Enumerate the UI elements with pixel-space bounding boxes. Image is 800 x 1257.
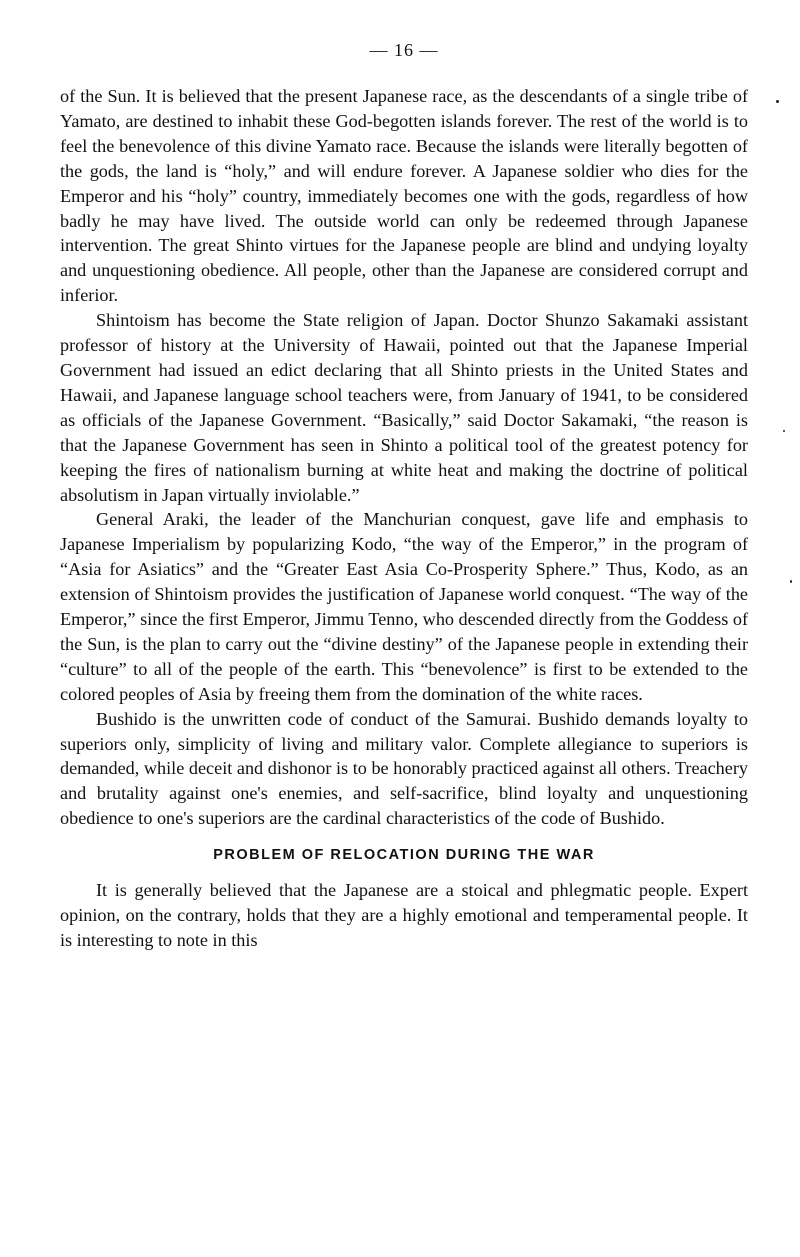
page-number: — 16 — [369,40,439,60]
scan-speck [776,100,779,103]
scan-speck [783,430,785,432]
paragraph-shinto-belief: of the Sun. It is believed that the present Japanese race, as the descendants of a single tribe of Yamato, are destined to inhabit these God-begotten islands forever. The rest of the world is to feel the benevolence of this divine Yamato race. Because the islands were literally begotten of the gods, the land is “holy,” and will endure forever. A Japanese soldier who dies for the Emperor and his “holy” country, immediately becomes one with the gods, regardless of how badly he may have lived. The outside world can only be redeemed through Japanese intervention. The great Shinto virtues for the Japanese people are blind and undying loyalty and unquestioning obedience. All people, other than the Japanese are considered corrupt and inferior. [60,86,748,306]
paragraph-state-religion: Shintoism has become the State religion of Japan. Doctor Shunzo Sakamaki assistant professor of history at the University of Hawaii, pointed out that the Japanese Imperial Government had issued an edict declaring that all Shinto priests in the United States and Hawaii, and Japanese language school teachers were, from January of 1941, to be considered as officials of the Japanese Government. “Basically,” said Doctor Sakamaki, “the reason is that the Japanese Government has seen in Shinto a political tool of the greatest potency for keeping the fires of nationalism burning at white heat and making the doctrine of political absolutism in Japan virtually inviolable.” [60,310,748,505]
paragraph-relocation: It is generally believed that the Japanese are a stoical and phlegmatic people. Expert opinion, on the contrary, holds that they are a highly emotional and temperamental people. It is interesting to note in this [60,880,748,950]
paragraph-kodo: General Araki, the leader of the Manchurian conquest, gave life and emphasis to Japanese Imperialism by popularizing Kodo, “the way of the Emperor,” in the program of “Asia for Asiatics” and the “Greater East Asia Co-Prosperity Sphere.” Thus, Kodo, as an extension of Shintoism provides the justification of Japanese world conquest. “The way of the Emperor,” since the first Emperor, Jimmu Tenno, who descended directly from the Goddess of the Sun, is the plan to carry out the “divine destiny” of the Japanese people in extending their “culture” to all of the people of the earth. This “benevolence” is first to be extended to the colored peoples of Asia by freeing them from the domination of the white races. [60,509,748,704]
scan-speck [790,580,792,583]
section-heading: PROBLEM OF RELOCATION DURING THE WAR [213,847,595,864]
body-text [60,84,748,953]
paragraph-bushido: Bushido is the unwritten code of conduct of the Samurai. Bushido demands loyalty to superiors only, simplicity of living and military valor. Complete allegiance to superiors is demanded, while deceit and dishonor is to be honorably practiced against all others. Treachery and brutality against one's enemies, and self-sacrifice, blind loyalty and unquestioning obedience to one's superiors are the cardinal characteristics of the code of Bushido. [60,708,748,829]
